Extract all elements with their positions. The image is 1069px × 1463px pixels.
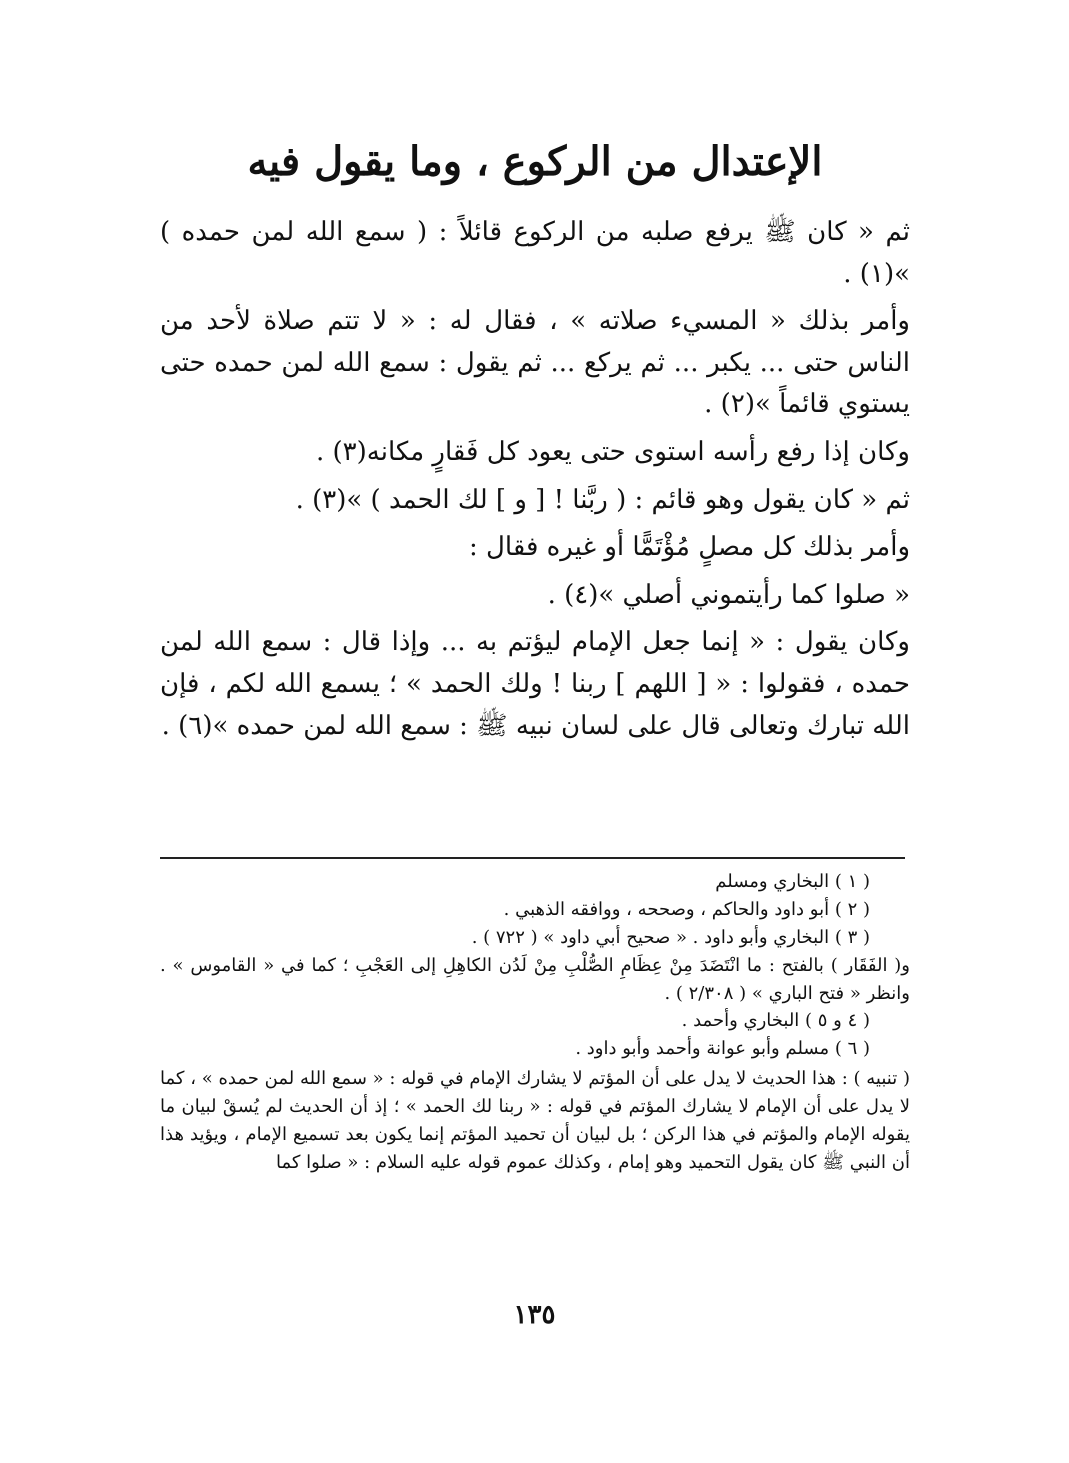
page-title: الإعتدال من الركوع ، وما يقول فيه bbox=[247, 138, 823, 185]
footnote: ( ١ ) البخاري ومسلم bbox=[715, 871, 870, 892]
paragraph: وكان إذا رفع رأسه استوى حتى يعود كل فَقارٍ مكانه(٣) . bbox=[315, 436, 910, 467]
footnote: و( الفَقَار ) بالفتح : ما انْتَضَدَ مِنْ عِظَامِ الصُّلْبِ مِنْ لَدُن الكاهِلِ إلى العَجْبِ ؛ كما في « القاموس » . وانظر « فتح الباري » ( ٢/٣٠٨ ) . bbox=[160, 954, 910, 1004]
footnote: ( ٦ ) مسلم وأبو عوانة وأحمد وأبو داود . bbox=[575, 1038, 870, 1060]
paragraph: وأمر بذلك كل مصلٍ مُؤْتَمًّا أو غيره فقال : bbox=[468, 532, 910, 563]
paragraph: وأمر بذلك « المسيء صلاته » ، فقال له : « لا تتم صلاة لأحد من الناس حتى ... يكبر ... ثم يركع ... ثم يقول : سمع الله لمن حمده حتى يستوي قائماً »(٢) . bbox=[160, 306, 910, 420]
footnote-divider bbox=[160, 857, 905, 859]
paragraph: ثم « كان يقول وهو قائم : ( ربَّنا ! [ و ] لك الحمد ) »(٣) . bbox=[295, 484, 910, 515]
main-text bbox=[160, 212, 910, 753]
note: ( تنبيه ) : هذا الحديث لا يدل على أن المؤتم لا يشارك الإمام في قوله : « سمع الله لمن حمده » ، كما لا يدل على أن الإمام لا يشارك المؤتم في قوله : « ربنا لك الحمد » ؛ إذ أن الحديث لم يُسقْ لبيان ما يقوله الإمام والمؤتم في هذا الركن ؛ بل لبيان أن تحميد المؤتم إنما يكون بعد تسميع الإمام ، ويؤيد هذا أن النبي ﷺ كان يقول التحميد وهو إمام ، وكذلك عموم قوله عليه السلام : « صلوا كما bbox=[160, 1068, 910, 1173]
footnote: ( ٣ ) البخاري وأبو داود . « صحيح أبي داود » ( ٧٢٢ ) . bbox=[471, 926, 870, 948]
page-number: ١٣٥ bbox=[513, 1300, 556, 1330]
footnote: ( ٢ ) أبو داود والحاكم ، وصححه ، ووافقه الذهبي . bbox=[503, 898, 870, 920]
paragraph: وكان يقول : « إنما جعل الإمام ليؤتم به ... وإذا قال : سمع الله لمن حمده ، فقولوا : « [ اللهم ] ربنا ! ولك الحمد » ؛ يسمع الله لكم ، فإن الله تبارك وتعالى قال على لسان نبيه ﷺ : سمع الله لمن حمده »(٦) . bbox=[160, 627, 910, 741]
footnote: ( ٤ و ٥ ) البخاري وأحمد . bbox=[681, 1010, 870, 1032]
paragraph: ثم « كان ﷺ يرفع صلبه من الركوع قائلاً : ( سمع الله لمن حمده ) »(١) . bbox=[160, 217, 910, 289]
paragraph: « صلوا كما رأيتموني أصلي »(٤) . bbox=[547, 579, 910, 610]
footnotes bbox=[160, 868, 910, 1177]
